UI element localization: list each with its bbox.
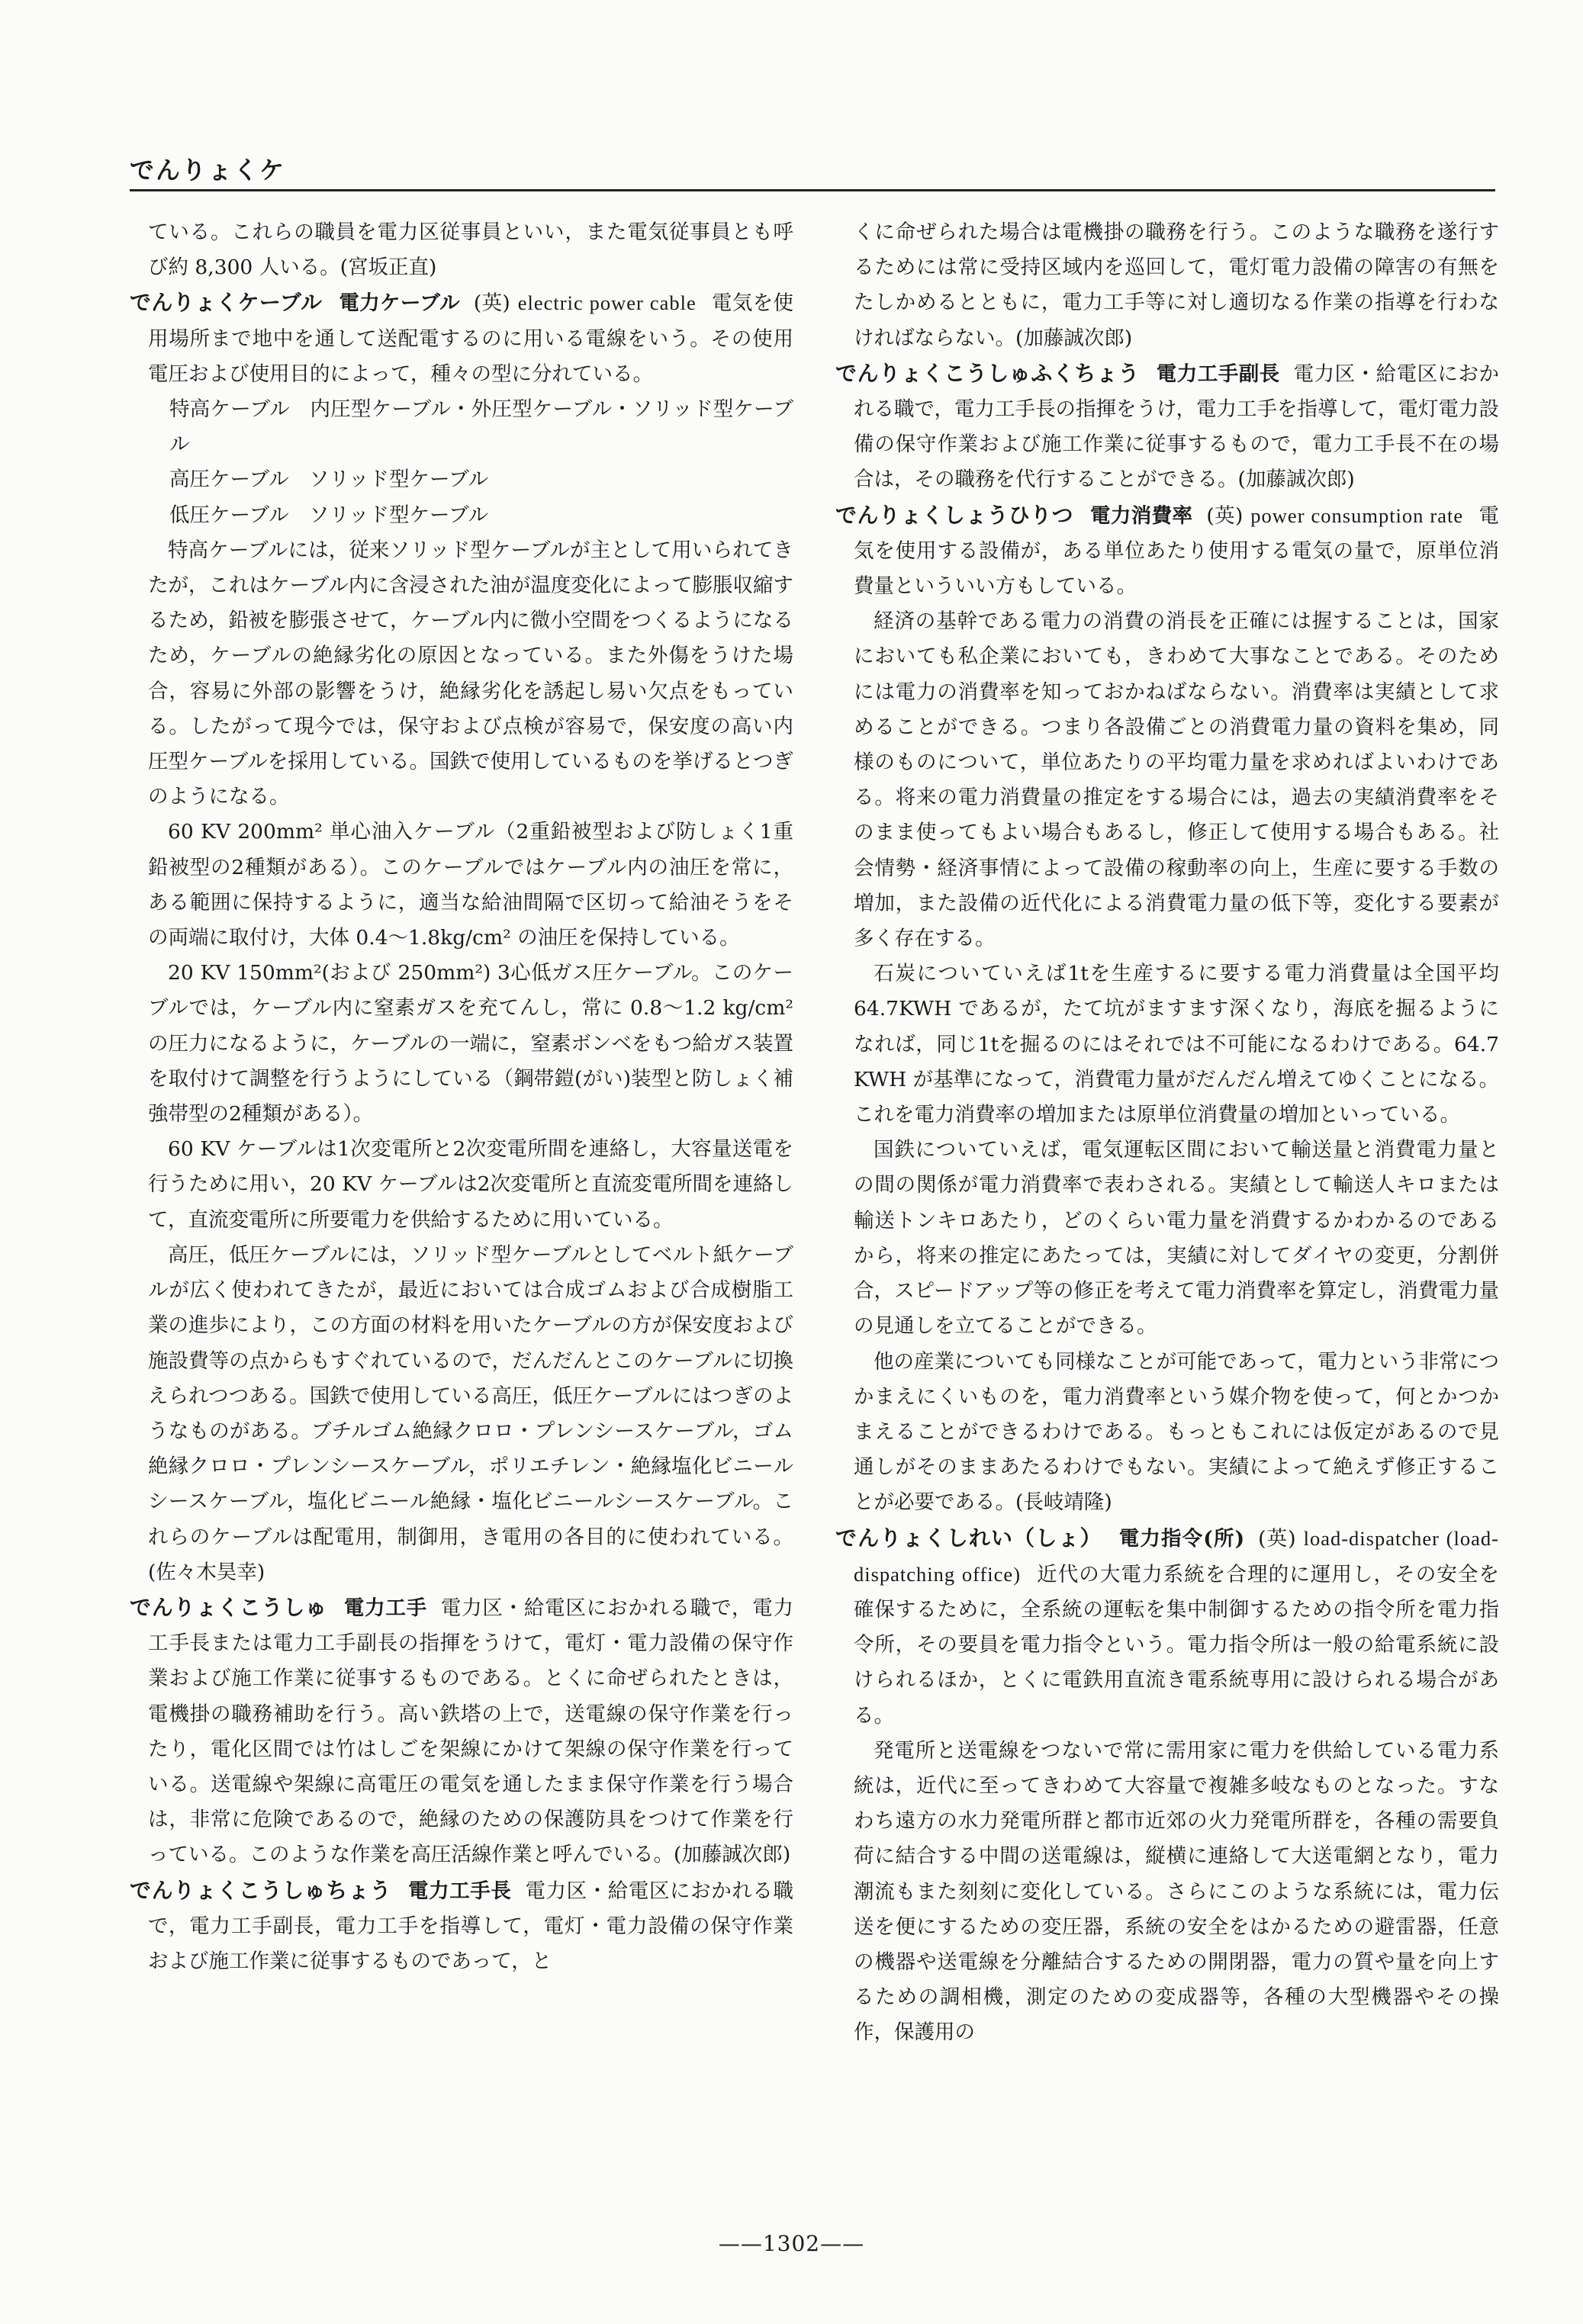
entry-kanji: 電力工手副長: [1156, 362, 1280, 386]
entry-definition: 電気を使用場所まで地中を通して送配電するのに用いる電線をいう。その使用電圧および使用目的によって，種々の型に分れている。: [148, 291, 794, 386]
body-paragraph: 石炭についていえば1tを生産するに要する電力消費量は全国平均 64.7KWH であるが，たて坑がますます深くなり，海底を掘るようになれば，同じ1tを掘るのにはそれでは不可能になるわけである。64.7 KWH が基準になって，消費電力量がだんだん増えてゆくことになる。これを電力消費率の増加または原単位消費量の増加といっている。: [854, 962, 1499, 1127]
entry-kanji: 電力消費率: [1090, 503, 1193, 528]
body-paragraph: 経済の基幹である電力の消費の消長を正確には握することは，国家においても私企業においても，きわめて大事なことである。そのためには電力の消費率を知っておかねばならない。消費率は実績として求めることができる。つまり各設備ごとの消費電力量の資料を集め，同様のものについて，単位あたりの平均電力量を求めればよいわけである。将来の電力消費量の推定をする場合には，過去の実績消費率をそのまま使ってもよい場合もあるし，修正して使用する場合もある。社会情勢・経済事情によって設備の稼動率の向上，生産に要する手数の増加，また設備の近代化による消費電力量の低下等，変化する要素が多く存在する。: [854, 609, 1499, 951]
entry-kanji: 電力工手: [343, 1596, 427, 1620]
entry-definition: 電気を使用する設備が，ある単位あたり使用する電気の量で，原単位消費量といういい方もしている。: [854, 503, 1500, 599]
cable-type-item: 特高ケーブル 内圧型ケーブル・外圧型ケーブル・ソリッド型ケーブル: [169, 397, 793, 457]
entry-language: (英): [473, 291, 510, 316]
dictionary-entry: [130, 1873, 793, 1980]
body-paragraph: 60 KV ケーブルは1次変電所と2次変電所間を連絡し，大容量送電を行うために用い，20 KV ケーブルは2次変電所と直流変電所間を連絡して，直流変電所に所要電力を供給するために用いている。: [148, 1137, 793, 1232]
cable-type-item: 低圧ケーブル ソリッド型ケーブル: [169, 503, 489, 527]
entry-kanji: 電力ケーブル: [339, 291, 460, 316]
body-paragraph: 60 KV 200mm² 単心油入ケーブル（2重鉛被型および防しょく1重鉛被型の2種類がある）。このケーブルではケーブル内の油圧を常に，ある範囲に保持するように，適当な給油間隔で区切って給油そうをその両端に取付け，大体 0.4〜1.8kg/cm² の油圧を保持している。: [148, 820, 793, 950]
body-paragraph: 他の産業についても同様なことが可能であって，電力という非常につかまえにくいものを，電力消費率という媒介物を使って，何とかつかまえることができるわけである。もっともこれには仮定があるので見通しがそのままあたるわけでもない。実績によって絶えず修正することが必要である。(長岐靖隆): [854, 1349, 1499, 1515]
left-column: [130, 215, 793, 1979]
entry-headword: でんりょくこうしゅ: [130, 1594, 327, 1620]
right-column: [835, 215, 1499, 2051]
entry-headword: でんりょくしれい（しょ）: [835, 1525, 1102, 1551]
dictionary-entry: [130, 1590, 793, 1873]
running-head: でんりょくケ: [130, 156, 286, 185]
entry-definition: 電力区・給電区におかれる職で，電力工手長または電力工手副長の指揮をうけて，電灯・電力設備の保守作業および施工作業に従事するものである。とくに命ぜられたときは，電機掛の職務補助を行う。高い鉄塔の上で，送電線の保守作業を行ったり，電化区間では竹はしごを架線にかけて架線の保守作業を行っている。送電線や架線に高電圧の電気を通したまま保守作業を行う場合は，非常に危険であるので，絶縁のための保護防具をつけて作業を行っている。このような作業を高圧活線作業と呼んでいる。(加藤誠次郎): [148, 1596, 793, 1867]
entry-kanji: 電力指令(所): [1118, 1526, 1245, 1551]
body-paragraph: 発電所と送電線をつないで常に需用家に電力を供給している電力系統は，近代に至ってきわめて大容量で複雑多岐なものとなった。すなわち遠方の水力発電所群と都市近郊の火力発電所群を，各種の需要負荷に結合する中間の送電線は，縦横に連絡して大送電網となり，電力潮流もまた刻刻に変化している。さらにこのような系統には，電力伝送を便にするための変圧器，系統の安全をはかるための避雷器，任意の機器や送電線を分離結合するための開閉器，電力の質や量を向上するための調相機，測定のための変成器等，各種の大型機器やその操作，保護用の: [854, 1738, 1499, 2045]
dictionary-entry: [835, 356, 1499, 498]
entry-headword: でんりょくこうしゅふくちょう: [835, 360, 1140, 386]
continued-paragraph: ている。これらの職員を電力区従事員といい，また電気従事員とも呼び約 8,300 人いる。(宮坂正直): [148, 220, 793, 280]
entry-definition: 電力区・給電区におかれる職で，電力工手長の指揮をうけ，電力工手を指導して，電灯電力設備の保守作業および施工作業に従事するもので，電力工手長不在の場合は，その職務を代行することができる。(加藤誠次郎): [854, 362, 1500, 492]
body-paragraph: 高圧，低圧ケーブルには，ソリッド型ケーブルとしてベルト紙ケーブルが広く使われてきたが，最近においては合成ゴムおよび合成樹脂工業の進歩により，この方面の材料を用いたケーブルの方が保安度および施設費等の点からもすぐれているので，だんだんとこのケーブルに切換えられつつある。国鉄で使用している高圧，低圧ケーブルにはつぎのようなものがある。ブチルゴム絶縁クロロ・プレンシースケーブル，ゴム絶縁クロロ・プレンシースケーブル，ポリエチレン・絶縁塩化ビニールシースケーブル，塩化ビニール絶縁・塩化ビニールシースケーブル。これらのケーブルは配電用，制御用，き電用の各目的に使われている。(佐々木昊幸): [148, 1242, 793, 1584]
dictionary-entry: [835, 498, 1499, 605]
entry-headword: でんりょくこうしゅちょう: [130, 1877, 392, 1903]
page-number: ——1302——: [718, 2231, 865, 2256]
cable-type-item: 高圧ケーブル ソリッド型ケーブル: [169, 468, 489, 492]
body-paragraph: 特高ケーブルには，従来ソリッド型ケーブルが主として用いられてきたが，これはケーブル内に含浸された油が温度変化によって膨脹収縮するため，鉛被を膨張させて，ケーブル内に微小空間をつくるようになるため，ケーブルの絶縁劣化の原因となっている。また外傷をうけた場合，容易に外部の影響をうけ，絶縁劣化を誘起し易い欠点をもっている。したがって現今では，保守および点検が容易で，保安度の高い内圧型ケーブルを採用している。国鉄で使用しているものを挙げるとつぎのようになる。: [148, 538, 793, 809]
page-header: [130, 145, 1495, 191]
entry-language: (英): [1206, 503, 1244, 528]
continued-paragraph: くに命ぜられた場合は電機掛の職務を行う。このような職務を遂行するためには常に受持区域内を巡回して，電灯電力設備の障害の有無をたしかめるとともに，電力工手等に対し適切なる作業の指導を行わなければならない。(加藤誠次郎): [854, 220, 1499, 350]
entry-language: (英): [1258, 1526, 1296, 1551]
dictionary-entry: [835, 1521, 1499, 1734]
dictionary-entry: [130, 285, 793, 392]
body-paragraph: 国鉄についていえば，電気運転区間において輸送量と消費電力量との間の関係が電力消費率で表わされる。実績として輸送人キロまたは輸送トンキロあたり，どのくらい電力量を消費するかわかるのであるから，将来の推定にあたっては，実績に対してダイヤの変更，分割併合，スピードアップ等の修正を考えて電力消費率を算定し，消費電力量の見通しを立てることができる。: [854, 1138, 1499, 1339]
entry-english-term: load-dispatcher (load-dispatching office): [854, 1526, 1499, 1586]
entry-headword: でんりょくケーブル: [130, 290, 323, 316]
entry-headword: でんりょくしょうひりつ: [835, 502, 1074, 528]
entry-definition: 近代の大電力系統を合理的に運用し，その安全を確保するために，全系統の運転を集中制御するための指令所を電力指令所，その要員を電力指令という。電力指令所は一般の給電系統に設けられるほか，とくに電鉄用直流き電系統専用に設けられる場合がある。: [854, 1562, 1500, 1728]
entry-english-term: power consumption rate: [1250, 503, 1464, 527]
entry-definition: 電力区・給電区におかれる職で，電力工手副長，電力工手を指導して，電灯・電力設備の保守作業および施工作業に従事するものであって，と: [148, 1879, 793, 1973]
entry-kanji: 電力工手長: [408, 1879, 512, 1903]
header-rule: [130, 189, 1495, 191]
entry-english-term: electric power cable: [517, 291, 697, 315]
body-paragraph: 20 KV 150mm²(および 250mm²) 3心低ガス圧ケーブル。このケーブルでは，ケーブル内に窒素ガスを充てんし，常に 0.8〜1.2 kg/cm² の圧力になるように，ケーブルの一端に，窒素ボンベをもつ給ガス装置を取付けて調整を行うようにしている（鋼帯鎧(がい)装型と防しょく補強帯型の2種類がある）。: [148, 961, 793, 1127]
